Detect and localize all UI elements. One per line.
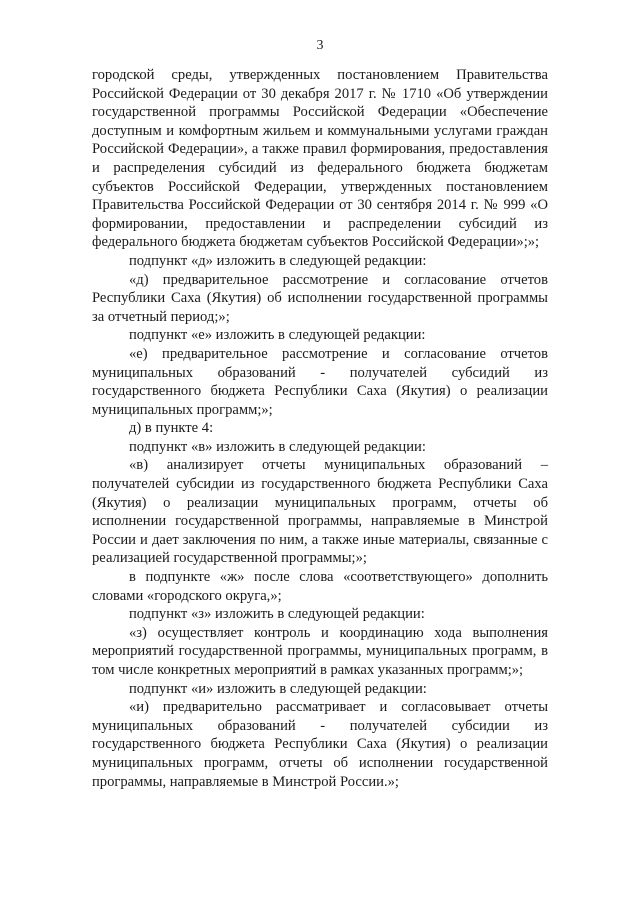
paragraph-subpoint-i-heading: подпункт «и» изложить в следующей редакции: (129, 680, 427, 697)
page-number: 3 (316, 38, 324, 53)
paragraph-point-4: д) в пункте 4: (129, 420, 214, 437)
document-body (92, 66, 548, 791)
paragraph-subpoint-v-text: «в) анализирует отчеты муниципальных образований – получателей субсидии из государственного бюджета Республики Саха (Якутия) о реализации муниципальных программ, отчеты об исполнении государственной программы, направляемые в Минстрой России и дает заключения по ним, а также иные материалы, связанные с реализацией государственной программы;»; (92, 457, 548, 567)
paragraph-subpoint-d-text: «д) предварительное рассмотрение и согласование отчетов Республики Саха (Якутия) об исполнении государственной программы за отчетный период;»; (92, 271, 548, 325)
paragraph-subpoint-d-heading: подпункт «д» изложить в следующей редакции: (129, 252, 427, 269)
paragraph-subpoint-e-heading: подпункт «е» изложить в следующей редакции: (129, 327, 426, 344)
paragraph-continuation: городской среды, утвержденных постановлением Правительства Российской Федерации от 30 декабря 2017 г. № 1710 «Об утверждении государственной программы Российской Федерации «Обеспечение доступным и комфортным жильем и коммунальными услугами граждан Российской Федерации», а также правил формирования, предоставления и распределения субсидий из федерального бюджета бюджетам субъектов Российской Федерации, утвержденных постановлением Правительства Российской Федерации от 30 сентября 2014 г. № 999 «О формировании, предоставлении и распределении субсидий из федерального бюджета бюджетам субъектов Российской Федерации»;»; (92, 67, 548, 251)
paragraph-subpoint-i-text: «и) предварительно рассматривает и согласовывает отчеты муниципальных образований - получателей субсидии из государственного бюджета Республики Саха (Якутия) о реализации муниципальных программ, отчеты об исполнении государственной программы, направляемые в Минстрой России.»; (92, 699, 548, 790)
paragraph-subpoint-z-heading: подпункт «з» изложить в следующей редакции: (129, 606, 425, 623)
paragraph-subpoint-z-text: «з) осуществляет контроль и координацию хода выполнения мероприятий государственной программы, муниципальных программ, в том числе конкретных мероприятий в рамках указанных программ;»; (92, 624, 548, 678)
paragraph-subpoint-v-heading: подпункт «в» изложить в следующей редакции: (129, 438, 426, 455)
paragraph-subpoint-e-text: «е) предварительное рассмотрение и согласование отчетов муниципальных образований - получателей субсидий из государственного бюджета Республики Саха (Якутия) о реализации муниципальных программ;»; (92, 345, 548, 418)
paragraph-subpoint-zh: в подпункте «ж» после слова «соответствующего» дополнить словами «городского округа,»; (92, 569, 548, 604)
